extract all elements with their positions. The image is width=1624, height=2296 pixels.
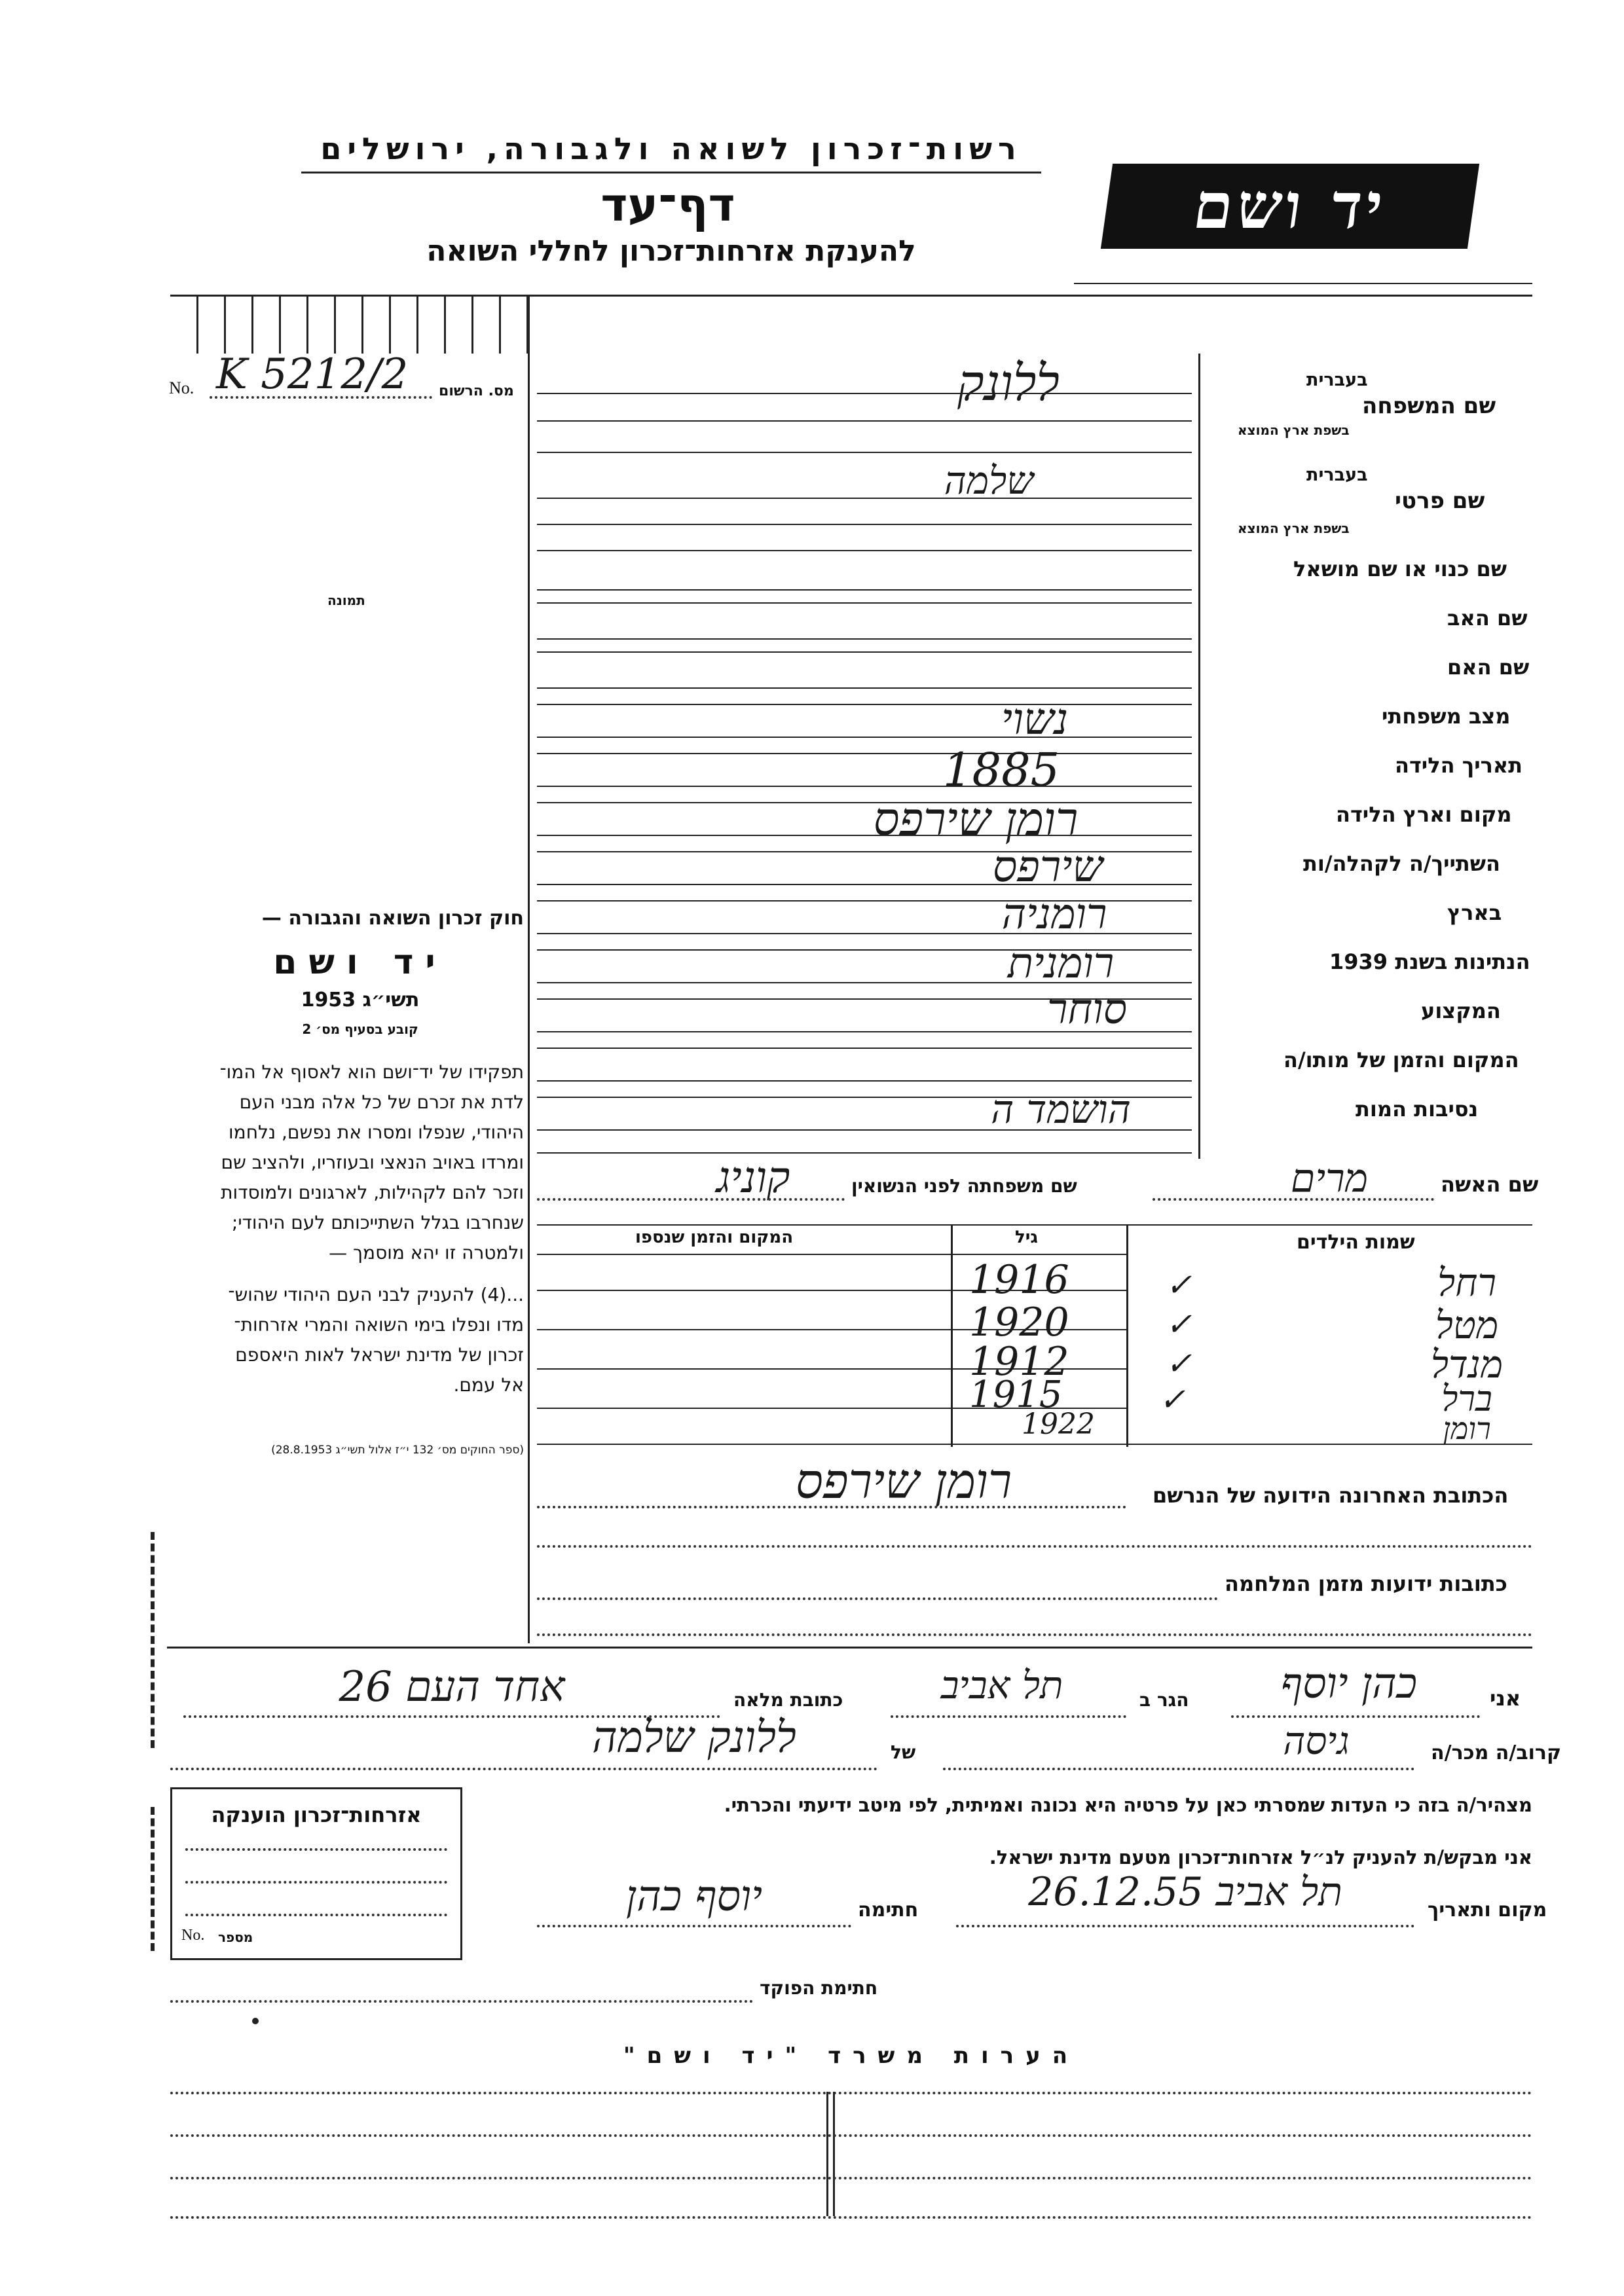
header-rule-right: [1074, 283, 1532, 284]
place-date-value: תל אביב 26.12.55: [1028, 1869, 1342, 1915]
law-line: תפקידו של יד־ושם הוא לאסוף אל המו־: [219, 1061, 524, 1083]
child-age: 1916: [969, 1257, 1069, 1303]
children-place-header: המקום והזמן שנספו: [635, 1228, 794, 1247]
death-circumstances-value: הושמד ה: [991, 1087, 1131, 1133]
scan-mark: [151, 1532, 158, 1748]
citizenship-box-no-label: No.: [181, 1927, 205, 1944]
child-name: מנדל: [1430, 1342, 1504, 1387]
signature-label: חתימה: [858, 1899, 919, 1922]
registration-no-value: K 5212/2: [216, 350, 409, 399]
wife-label: שם האשה: [1441, 1172, 1539, 1197]
dot-mark: [252, 2018, 259, 2024]
law-line: זכרון של מדינת ישראל לאות היאספם: [235, 1344, 524, 1366]
birth-date-value: 1885: [943, 743, 1060, 797]
wartime-addresses-label: כתובות ידועות מזמן המלחמה: [1225, 1571, 1507, 1596]
place-date-label: מקום ותאריך: [1428, 1899, 1547, 1922]
resides-label: הגר ב: [1139, 1689, 1189, 1711]
full-address-label: כתובת מלאה: [733, 1689, 843, 1711]
children-col-divider-2: [1126, 1224, 1128, 1447]
child-name: רחל: [1437, 1260, 1496, 1305]
nickname-label: שם כנוי או שם מושאל: [1293, 556, 1507, 581]
photo-label: תמונה: [327, 592, 365, 608]
law-line: מדו ונפלו בימי השואה והמרי אזרחות־: [234, 1314, 524, 1336]
birth-date-label: תאריך הלידה: [1395, 753, 1523, 778]
law-line: אל עמם.: [453, 1374, 524, 1396]
maiden-name-label: שם משפחתה לפני הנשואין: [851, 1175, 1077, 1197]
children-names-header: שמות הילדים: [1297, 1231, 1415, 1254]
registration-no-label: No.: [169, 378, 194, 397]
law-body: [177, 1057, 524, 1400]
children-table-top: [537, 1224, 1532, 1226]
relation-label: קרוב/ה מכר/ה: [1431, 1741, 1562, 1764]
law-line: לדת את זכרם של כל אלה מבני העם: [239, 1091, 524, 1113]
office-notes-title: הערות משרד "יד ושם": [623, 2043, 1080, 2069]
family-name-value: ללונק: [957, 354, 1060, 412]
first-name-label: שם פרטי: [1395, 488, 1485, 514]
father-label: שם האב: [1447, 606, 1528, 630]
birth-place-label: מקום וארץ הלידה: [1336, 802, 1512, 827]
declarant-city: תל אביב: [940, 1663, 1063, 1707]
first-name-hebrew-label: בעברית: [1306, 465, 1368, 485]
death-place-time-label: המקום והזמן של מותו/ה: [1283, 1048, 1519, 1072]
maiden-name-value: קוניג: [716, 1152, 790, 1203]
check-mark: ✓: [1166, 1345, 1192, 1382]
notes-line: [170, 2092, 1532, 2094]
law-line: היהודי, שנפלו ומסרו את נפשם, נלחמו: [229, 1121, 524, 1143]
law-line: וזכר להם לקהילות, לארגונים ולמוסדות: [221, 1182, 524, 1203]
law-line: ...(4) להעניק לבני העם היהודי שהוש־: [228, 1284, 524, 1305]
last-address-label: הכתובת האחרונה הידועה של הנרשם: [1153, 1483, 1509, 1508]
children-col-divider-1: [951, 1224, 953, 1447]
of-label: של: [891, 1741, 916, 1763]
scan-mark: [151, 1807, 158, 1951]
birth-place-value: רומן שירפס: [873, 792, 1079, 846]
relation-value: גיסה: [1283, 1719, 1350, 1763]
officer-signature-label: חתימת הפוקד: [760, 1977, 878, 1999]
community-value: שירפס: [992, 841, 1103, 892]
label-column-divider: [1198, 354, 1200, 1159]
child-name: ברל: [1441, 1378, 1492, 1419]
notes-line: [170, 2216, 1532, 2219]
declarant-top-rule: [167, 1647, 1532, 1649]
check-mark: ✓: [1166, 1306, 1192, 1343]
family-name-hebrew-label: בעברית: [1306, 370, 1368, 390]
declarant-name: כהן יוסף: [1280, 1660, 1418, 1708]
signature-value: יוסף כהן: [625, 1872, 763, 1921]
authority-underline: [301, 172, 1041, 173]
check-mark: ✓: [1166, 1267, 1192, 1303]
authority-title: רשות־זכרון לשואה ולגבורה, ירושלים: [320, 131, 1022, 166]
community-label: השתייך/ה לקהלה/ות: [1303, 851, 1501, 876]
document-subtitle: להענקת אזרחות־זכרון לחללי השואה: [426, 234, 916, 268]
of-value: ללונק שלמה: [592, 1712, 796, 1762]
profession-label: המקצוע: [1421, 998, 1501, 1023]
child-name: רומן: [1443, 1411, 1491, 1446]
child-name: מטל: [1435, 1303, 1499, 1347]
country-value: רומניה: [1001, 890, 1107, 939]
death-circumstances-label: נסיבות המות: [1356, 1097, 1479, 1121]
citizenship-box-title: אזרחות־זכרון הוענקה: [211, 1802, 422, 1827]
request-text: אני מבקש/ת להעניק לנ״ל אזרחות־זכרון מטעם מדינת ישראל.: [989, 1846, 1532, 1868]
children-age-header: גיל: [1015, 1228, 1039, 1247]
country-label: בארץ: [1447, 900, 1502, 925]
law-name: יד ושם: [273, 943, 447, 982]
marital-value: נשוי: [1001, 694, 1069, 744]
citizenship-granted-box: [170, 1787, 462, 1960]
family-name-label: שם המשפחה: [1362, 393, 1496, 419]
registration-line: [210, 396, 432, 399]
declarant-i-label: אני: [1490, 1686, 1521, 1711]
law-line: שנחרבו בגלל השתייכותם לעם היהודי;: [231, 1212, 524, 1233]
citizenship-box-number-label: מספר: [218, 1929, 253, 1945]
notes-divider: [833, 2092, 835, 2216]
marital-label: מצב משפחתי: [1382, 704, 1511, 729]
citizenship-1939-value: רומנית: [1007, 939, 1115, 988]
citizenship-1939-label: הנתינות בשנת 1939: [1329, 949, 1530, 974]
notes-divider: [826, 2092, 828, 2216]
document-title: דף־עד: [600, 178, 735, 232]
declaration-text: מצהיר/ה בזה כי העדות שמסרתי כאן על פרטיה היא נכונה ואמיתית, לפי מיטב ידיעתי והכרתי.: [724, 1794, 1532, 1816]
left-column-divider: [528, 295, 530, 1643]
declarant-address: אחד העם 26: [339, 1663, 565, 1711]
law-clause: קובע בסעיף מס׳ 2: [302, 1021, 418, 1037]
registration-boxes: [196, 295, 530, 354]
notes-line: [170, 2177, 1532, 2179]
child-age: 1920: [969, 1300, 1069, 1345]
wife-value: מרים: [1290, 1156, 1369, 1201]
yad-vashem-logo: [1101, 164, 1479, 249]
family-name-origin-label: בשפת ארץ המוצא: [1238, 422, 1350, 438]
registration-label: מס. הרשום: [439, 383, 514, 399]
law-year: תשי״ג 1953: [301, 989, 420, 1011]
child-age: 1915: [969, 1374, 1063, 1416]
profession-value: סוחר: [1046, 985, 1128, 1034]
child-age: 1922: [1022, 1408, 1095, 1441]
first-name-value: שלמה: [944, 458, 1034, 503]
check-mark: ✓: [1159, 1381, 1186, 1418]
child-age: 1912: [969, 1339, 1069, 1385]
law-source: (ספר החוקים מס׳ 132 י״ז אלול תשי״ג 28.8.1953): [271, 1444, 524, 1457]
last-address-value: רומן שירפס: [795, 1453, 1012, 1510]
notes-line: [170, 2134, 1532, 2137]
law-line: ולמטרה זו יהא מוסמך —: [329, 1242, 524, 1264]
logo-text: יד ושם: [1189, 169, 1392, 243]
law-line: ומרדו באויב הנאצי ובעוזריו, ולהציב שם: [221, 1152, 524, 1173]
law-title: חוק זכרון השואה והגבורה —: [261, 907, 524, 930]
first-name-origin-label: בשפת ארץ המוצא: [1238, 520, 1350, 536]
mother-label: שם האם: [1447, 655, 1530, 680]
